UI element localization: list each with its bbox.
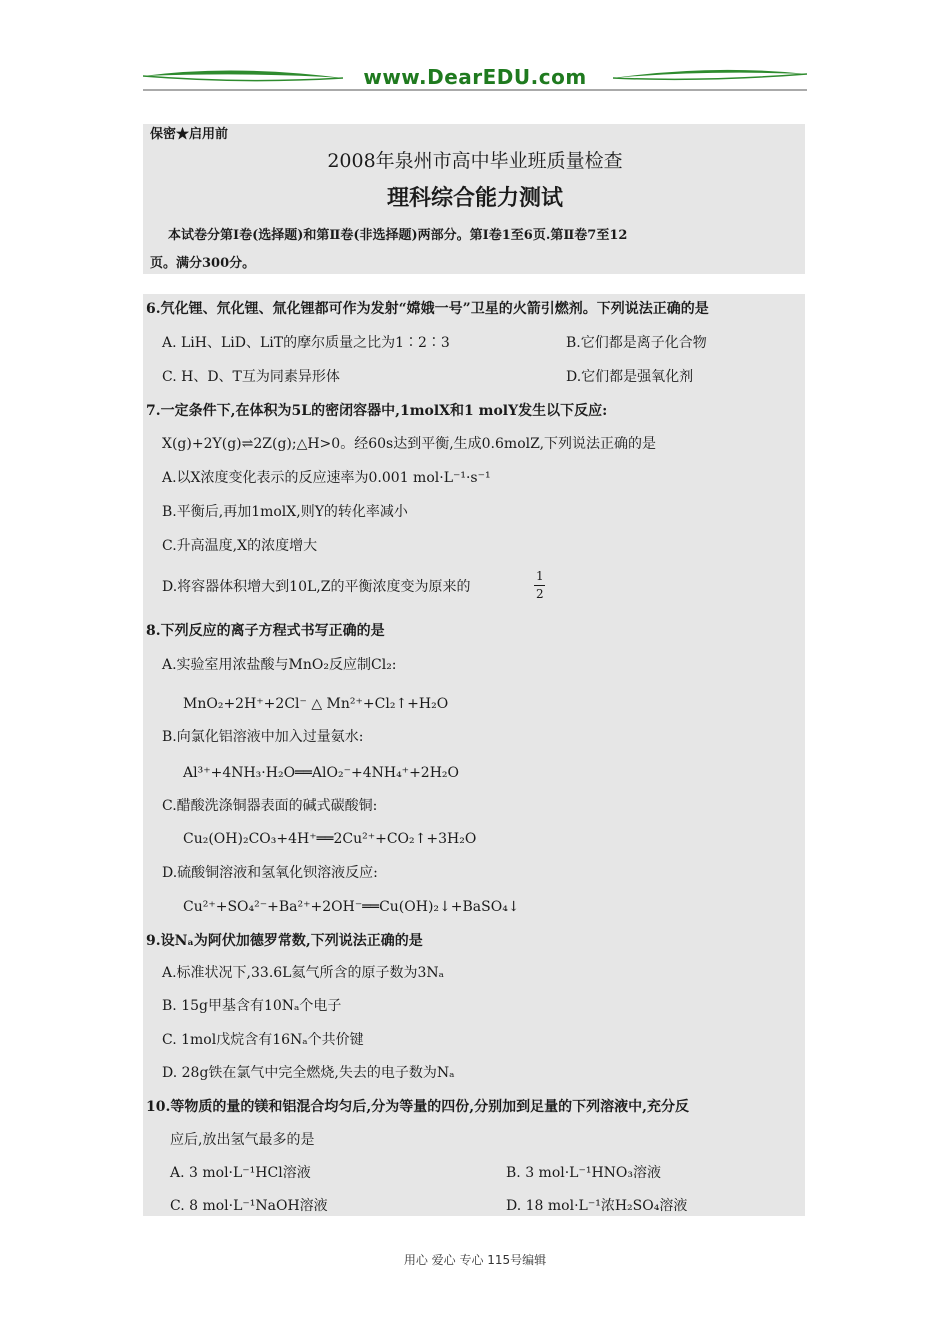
- fraction-numerator: 1: [536, 569, 544, 583]
- exam-intro-line-1: 本试卷分第Ⅰ卷(选择题)和第Ⅱ卷(非选择题)两部分。第Ⅰ卷1至6页.第Ⅱ卷7至12: [168, 228, 628, 243]
- question-6-stem: 6.氕化锂、氘化锂、氚化锂都可作为发射“嫦娥一号”卫星的火箭引燃剂。下列说法正确的是: [146, 301, 709, 317]
- exam-intro-line-2: 页。满分300分。: [150, 256, 256, 271]
- question-6-option-d: D.它们都是强氧化剂: [566, 369, 694, 385]
- question-8-option-c: C.醋酸洗涤铜器表面的碱式碳酸铜:: [162, 798, 378, 814]
- site-url: www.DearEDU.com: [363, 65, 587, 89]
- question-10-option-b: B. 3 mol·L⁻¹HNO₃溶液: [506, 1165, 662, 1181]
- question-8-option-a: A.实验室用浓盐酸与MnO₂反应制Cl₂:: [162, 657, 397, 673]
- question-8-option-d: D.硫酸铜溶液和氢氧化钡溶液反应:: [162, 865, 378, 881]
- question-8-equation-a: MnO₂+2H⁺+2Cl⁻ △ Mn²⁺+Cl₂↑+H₂O: [183, 696, 449, 712]
- question-7-option-a: A.以X浓度变化表示的反应速率为0.001 mol·L⁻¹·s⁻¹: [162, 470, 491, 486]
- question-6-option-c: C. H、D、T互为同素异形体: [162, 369, 340, 385]
- question-7-equation: X(g)+2Y(g)⇌2Z(g);△H>0。经60s达到平衡,生成0.6molZ,下列说法正确的是: [162, 436, 657, 452]
- question-8-option-b: B.向氯化铝溶液中加入过量氨水:: [162, 729, 364, 745]
- fraction-denominator: 2: [536, 587, 544, 601]
- question-7-option-c: C.升高温度,X的浓度增大: [162, 538, 318, 554]
- question-7-option-d: D.将容器体积增大到10L,Z的平衡浓度变为原来的: [162, 579, 471, 595]
- fraction-bar: [534, 585, 545, 586]
- question-10-option-a: A. 3 mol·L⁻¹HCl溶液: [170, 1165, 311, 1181]
- question-8-stem: 8.下列反应的离子方程式书写正确的是: [146, 623, 385, 639]
- question-8-equation-c: Cu₂(OH)₂CO₃+4H⁺══2Cu²⁺+CO₂↑+3H₂O: [183, 831, 477, 847]
- site-header: [143, 62, 807, 92]
- question-7-option-b: B.平衡后,再加1molX,则Y的转化率减小: [162, 504, 408, 520]
- confidential-label: 保密★启用前: [150, 127, 229, 142]
- exam-title: 2008年泉州市高中毕业班质量检查: [327, 150, 623, 172]
- question-9-option-c: C. 1mol戊烷含有16Nₐ个共价键: [162, 1032, 364, 1048]
- question-9-option-d: D. 28g铁在氯气中完全燃烧,失去的电子数为Nₐ: [162, 1065, 455, 1081]
- exam-subtitle: 理科综合能力测试: [386, 185, 563, 211]
- question-8-equation-d: Cu²⁺+SO₄²⁻+Ba²⁺+2OH⁻══Cu(OH)₂↓+BaSO₄↓: [183, 899, 520, 915]
- question-10-stem: 10.等物质的量的镁和铝混合均匀后,分为等量的四份,分别加到足量的下列溶液中,充分反: [146, 1099, 689, 1115]
- question-6-option-b: B.它们都是离子化合物: [566, 335, 707, 351]
- page-footer: 用心 爱心 专心 115号编辑: [403, 1253, 547, 1267]
- question-10-stem-cont: 应后,放出氢气最多的是: [170, 1132, 315, 1148]
- question-9-option-b: B. 15g甲基含有10Nₐ个电子: [162, 998, 342, 1014]
- question-10-option-c: C. 8 mol·L⁻¹NaOH溶液: [170, 1198, 328, 1214]
- question-9-stem: 9.设Nₐ为阿伏加德罗常数,下列说法正确的是: [146, 933, 423, 949]
- question-6-option-a: A. LiH、LiD、LiT的摩尔质量之比为1∶2∶3: [162, 335, 450, 351]
- question-10-option-d: D. 18 mol·L⁻¹浓H₂SO₄溶液: [506, 1198, 688, 1214]
- question-8-equation-b: Al³⁺+4NH₃·H₂O══AlO₂⁻+4NH₄⁺+2H₂O: [183, 765, 460, 781]
- question-7-stem: 7.一定条件下,在体积为5L的密闭容器中,1molX和1 molY发生以下反应:: [146, 403, 608, 419]
- question-9-option-a: A.标准状况下,33.6L氦气所含的原子数为3Nₐ: [162, 965, 445, 981]
